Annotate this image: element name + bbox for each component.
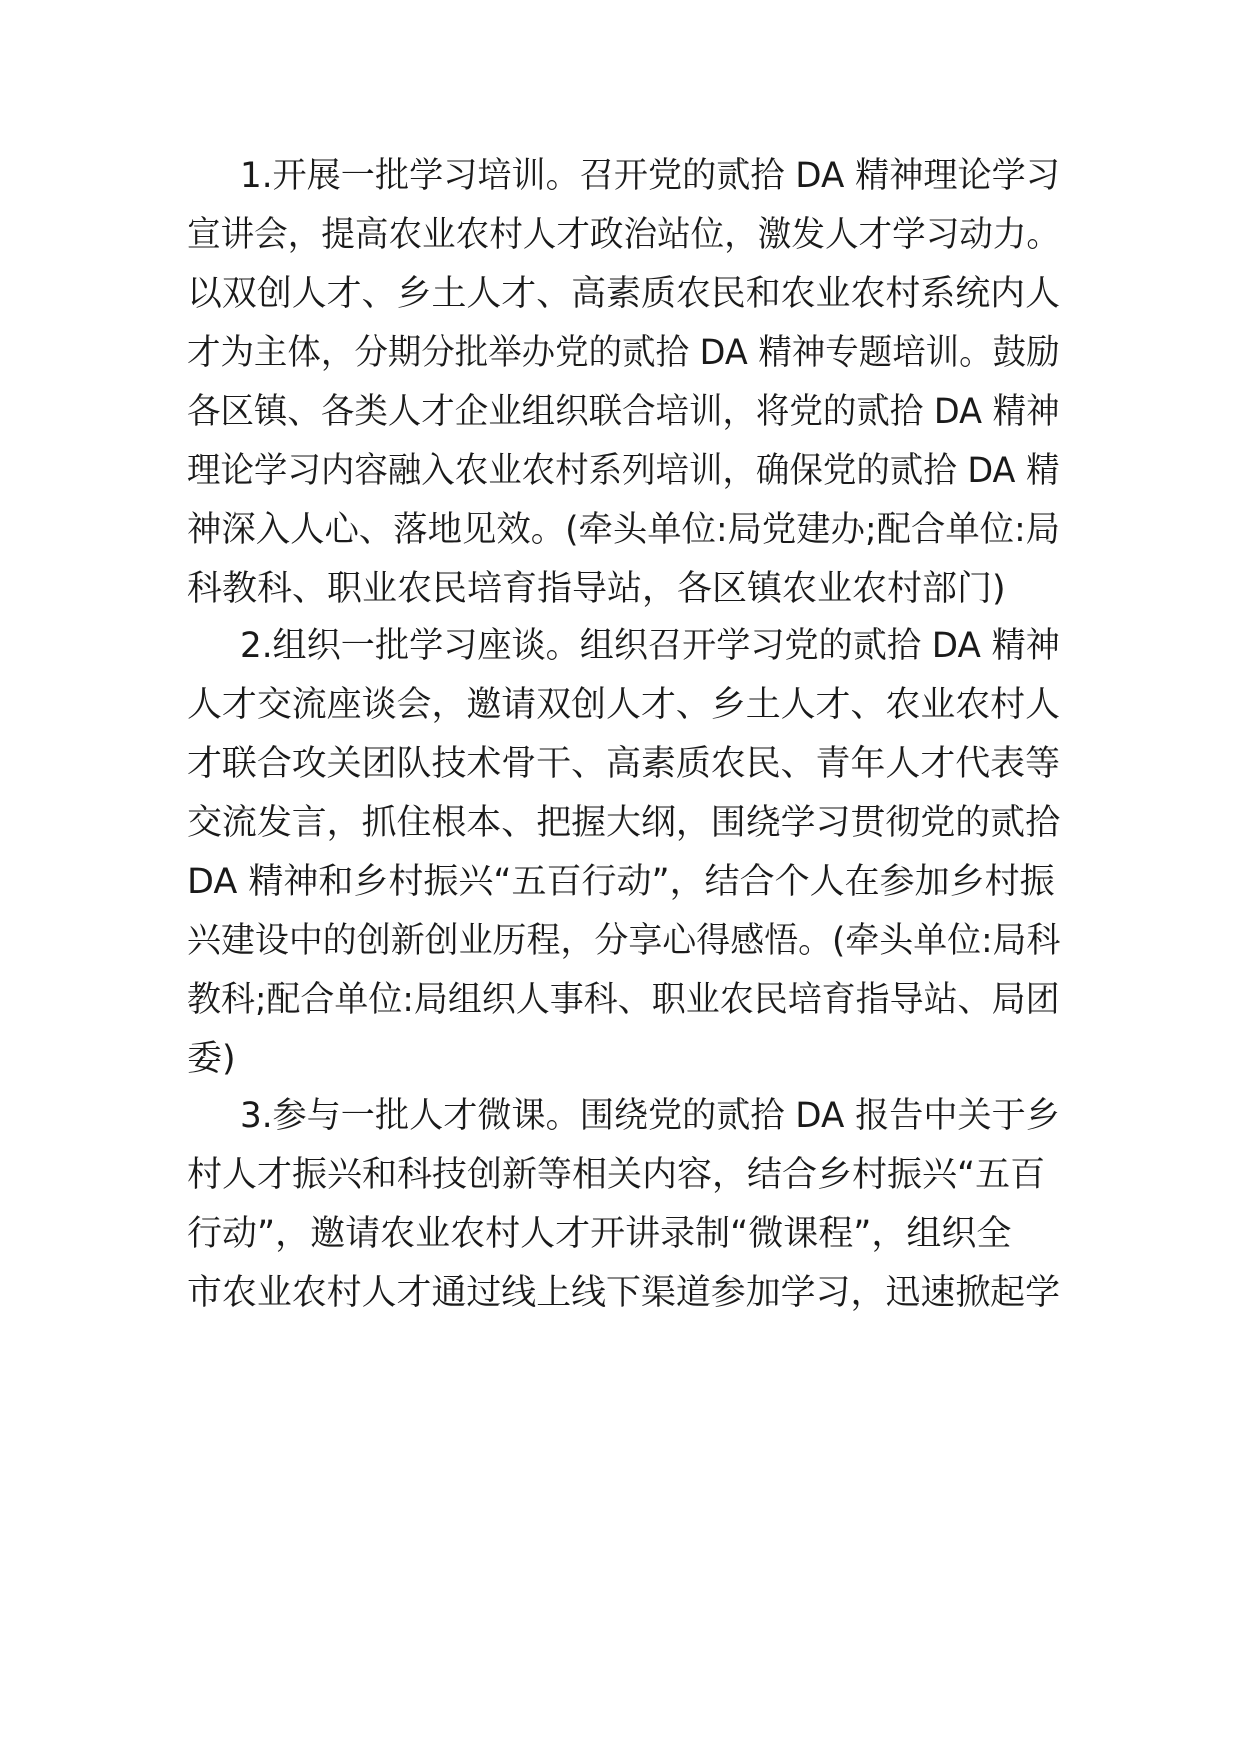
paragraph-3-line-4: 市农业农村人才通过线上线下渠道参加学习，迅速掀起学 bbox=[187, 1273, 1061, 1313]
paragraph-1-line-7: 神深入人心、落地见效。(牵头单位:局党建办;配合单位:局 bbox=[187, 510, 1061, 550]
paragraph-1-line-6: 理论学习内容融入农业农村系列培训，确保党的贰拾 DA 精 bbox=[187, 451, 1060, 491]
paragraph-1-line-3: 以双创人才、乡土人才、高素质农民和农业农村系统内人 bbox=[187, 274, 1061, 314]
paragraph-2-line-1: 2.组织一批学习座谈。组织召开学习党的贰拾 DA 精神 bbox=[240, 626, 1060, 666]
paragraph-2-line-8: 委) bbox=[187, 1039, 236, 1079]
paragraph-1-line-4: 才为主体，分期分批举办党的贰拾 DA 精神专题培训。鼓励 bbox=[187, 333, 1060, 373]
paragraph-1-line-2: 宣讲会，提高农业农村人才政治站位，激发人才学习动力。 bbox=[187, 215, 1061, 255]
paragraph-1-line-5: 各区镇、各类人才企业组织联合培训，将党的贰拾 DA 精神 bbox=[187, 392, 1060, 432]
paragraph-2-line-3: 才联合攻关团队技术骨干、高素质农民、青年人才代表等 bbox=[187, 744, 1061, 784]
paragraph-2-line-6: 兴建设中的创新创业历程，分享心得感悟。(牵头单位:局科 bbox=[187, 921, 1061, 961]
paragraph-3-line-2: 村人才振兴和科技创新等相关内容，结合乡村振兴“五百 bbox=[187, 1155, 1046, 1195]
paragraph-3-line-3: 行动”，邀请农业农村人才开讲录制“微课程”，组织全 bbox=[187, 1214, 1012, 1254]
paragraph-1-line-8: 科教科、职业农民培育指导站，各区镇农业农村部门) bbox=[187, 569, 1006, 609]
paragraph-3-line-1: 3.参与一批人才微课。围绕党的贰拾 DA 报告中关于乡 bbox=[240, 1096, 1060, 1136]
paragraph-1-line-1: 1.开展一批学习培训。召开党的贰拾 DA 精神理论学习 bbox=[240, 156, 1060, 196]
paragraph-2-line-2: 人才交流座谈会，邀请双创人才、乡土人才、农业农村人 bbox=[187, 685, 1061, 725]
paragraph-2-line-4: 交流发言，抓住根本、把握大纲，围绕学习贯彻党的贰拾 bbox=[187, 803, 1061, 843]
paragraph-2-line-7: 教科;配合单位:局组织人事科、职业农民培育指导站、局团 bbox=[187, 980, 1060, 1020]
paragraph-2-line-5: DA 精神和乡村振兴“五百行动”，结合个人在参加乡村振 bbox=[187, 862, 1055, 902]
